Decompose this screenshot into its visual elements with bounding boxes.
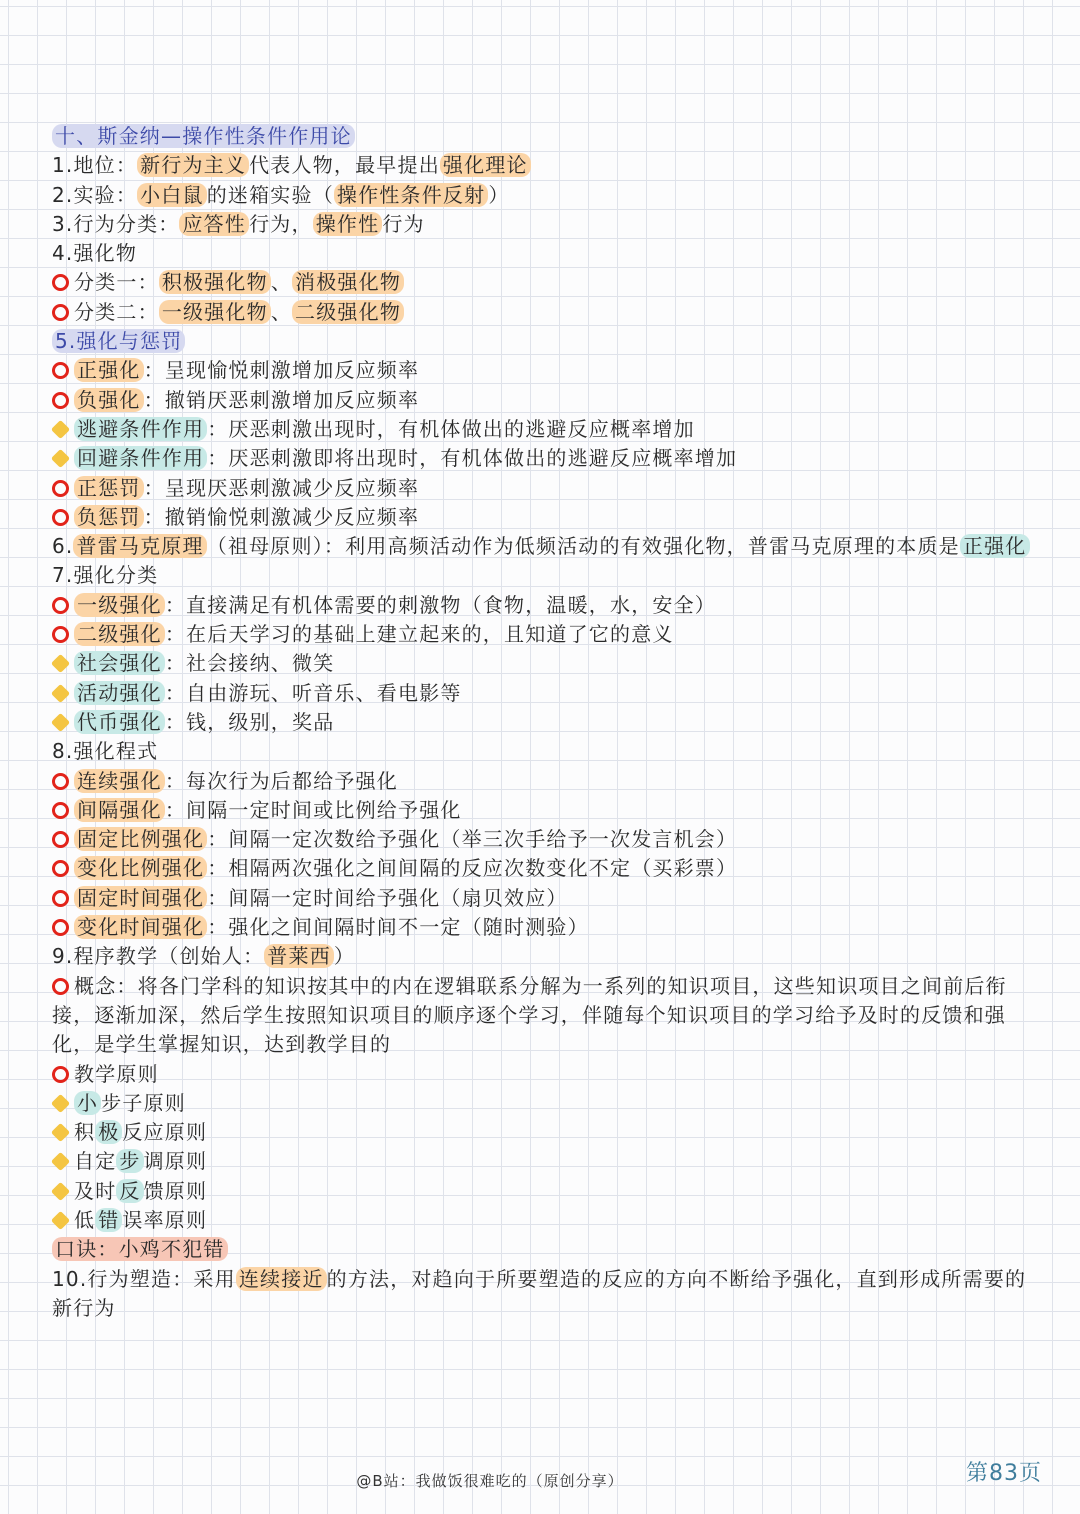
note-line	[52, 796, 1042, 825]
note-text: ：厌恶刺激出现时，有机体做出的逃避反应概率增加	[207, 416, 695, 441]
note-text: 的迷箱实验（	[206, 182, 334, 207]
note-line	[52, 679, 1042, 708]
highlighted-text: 固定比例强化	[74, 827, 207, 851]
highlighted-text: 步	[116, 1149, 143, 1173]
note-line	[52, 268, 1042, 297]
note-line	[52, 503, 1042, 532]
note-line	[52, 474, 1042, 503]
note-line	[52, 151, 1042, 180]
note-text: 低	[74, 1207, 96, 1232]
highlighted-text: 反	[116, 1179, 143, 1203]
note-text: ：在后天学习的基础上建立起来的，且知道了它的意义	[164, 622, 674, 647]
note-line	[52, 1118, 1042, 1147]
notes-content	[52, 122, 1042, 1323]
highlighted-text: 积极强化物	[159, 270, 271, 294]
highlighted-text: 连续强化	[74, 769, 165, 793]
highlighted-text: 社会强化	[74, 651, 165, 675]
highlighted-text: 口诀：小鸡不犯错	[52, 1237, 228, 1261]
highlighted-text: 操作性条件反射	[334, 183, 488, 207]
highlighted-text: 极	[95, 1120, 122, 1144]
note-line	[52, 561, 1042, 590]
note-text: 概念：将各门学科的知识按其中的内在逻辑联系分解为一系列的知识项目，这些知识项目之间前后衔接，逐渐加深，然后学生按照知识项目的顺序逐个学习，伴随每个知识项目的学习给予及时的反馈和强化，是学生掌握知识，达到教学目的	[52, 973, 1007, 1057]
note-text: ：间隔一定时间或比例给予强化	[164, 797, 462, 822]
note-line	[52, 620, 1042, 649]
note-line	[52, 591, 1042, 620]
highlighted-text: 普莱西	[264, 944, 334, 968]
highlighted-text: 错	[95, 1208, 122, 1232]
red-circle-icon	[52, 978, 69, 995]
note-line	[52, 1147, 1042, 1176]
note-text: 3.行为分类：	[52, 211, 180, 236]
highlighted-text: 负强化	[74, 388, 144, 412]
note-line	[52, 1177, 1042, 1206]
highlighted-text: 一级强化	[74, 593, 165, 617]
note-text: ：呈现厌恶刺激减少反应频率	[143, 475, 420, 500]
star-icon	[51, 713, 70, 732]
red-circle-icon	[52, 362, 69, 379]
highlighted-text: 连续接近	[236, 1267, 327, 1291]
note-line	[52, 737, 1042, 766]
highlighted-text: 变化比例强化	[74, 856, 207, 880]
highlighted-text: 新行为主义	[137, 153, 249, 177]
note-line	[52, 327, 1042, 356]
note-text: 分类一：	[74, 270, 159, 295]
note-text: ）	[333, 944, 356, 969]
note-text: 分类二：	[74, 299, 159, 324]
note-line	[52, 708, 1042, 737]
page-number: 第83页	[966, 1461, 1042, 1486]
highlighted-text: 变化时间强化	[74, 915, 207, 939]
note-line	[52, 767, 1042, 796]
star-icon	[51, 684, 70, 703]
highlighted-text: 正惩罚	[74, 476, 144, 500]
note-line	[52, 854, 1042, 883]
note-text: （祖母原则）：利用高频活动作为低频活动的有效强化物，普雷马克原理的本质是	[206, 534, 960, 559]
note-line	[52, 386, 1042, 415]
red-circle-icon	[52, 890, 69, 907]
red-circle-icon	[52, 392, 69, 409]
note-text: ：强化之间间隔时间不一定（随时测验）	[207, 915, 589, 940]
highlighted-text: 小白鼠	[137, 183, 207, 207]
note-line	[52, 122, 1042, 151]
note-line	[52, 532, 1042, 561]
highlighted-text: 回避条件作用	[74, 446, 207, 470]
note-line	[52, 1235, 1042, 1264]
note-line	[52, 181, 1042, 210]
note-text: ：每次行为后都给予强化	[164, 768, 399, 793]
highlighted-text: 消极强化物	[292, 270, 404, 294]
note-line	[52, 415, 1042, 444]
highlighted-text: 二级强化物	[292, 300, 404, 324]
note-text: 、	[270, 299, 293, 324]
red-circle-icon	[52, 773, 69, 790]
note-text: 8.强化程式	[52, 739, 159, 764]
highlighted-text: 5.强化与惩罚	[52, 329, 185, 353]
red-circle-icon	[52, 304, 69, 321]
note-line	[52, 239, 1042, 268]
highlighted-text: 操作性	[313, 212, 383, 236]
note-text: 的方法，对趋向于所要塑造的反应的方向不断给予强化，直到形成所需要的新行为	[52, 1266, 1027, 1320]
note-line	[52, 444, 1042, 473]
note-line	[52, 1265, 1042, 1324]
note-line	[52, 1206, 1042, 1235]
red-circle-icon	[52, 480, 69, 497]
red-circle-icon	[52, 597, 69, 614]
highlighted-text: 二级强化	[74, 622, 165, 646]
note-text: 行为，	[249, 211, 313, 236]
note-text: 、	[270, 270, 293, 295]
red-circle-icon	[52, 860, 69, 877]
note-text: ：相隔两次强化之间间隔的反应次数变化不定（买彩票）	[207, 856, 738, 881]
note-text: ：间隔一定时间给予强化（扇贝效应）	[207, 885, 568, 910]
note-text: ：直接满足有机体需要的刺激物（食物，温暖，水，安全）	[164, 592, 717, 617]
highlighted-text: 应答性	[179, 212, 249, 236]
note-text: 1.地位：	[52, 153, 138, 178]
highlighted-text: 负惩罚	[74, 505, 144, 529]
highlighted-text: 十、斯金纳—操作性条件作用论	[52, 124, 355, 148]
note-line	[52, 825, 1042, 854]
note-line	[52, 210, 1042, 239]
star-icon	[51, 1094, 70, 1113]
note-text: 调原则	[143, 1149, 208, 1174]
red-circle-icon	[52, 1066, 69, 1083]
note-text: 6.	[52, 534, 74, 559]
note-text: ：社会接纳、微笑	[164, 651, 335, 676]
highlighted-text: 小	[74, 1091, 101, 1115]
star-icon	[51, 1182, 70, 1201]
note-text: 馈原则	[143, 1178, 208, 1203]
highlighted-text: 强化理论	[440, 153, 531, 177]
footer-credit: @B站：我做饭很难吃的（原创分享）	[356, 1472, 624, 1490]
note-text: 10.行为塑造：采用	[52, 1266, 236, 1291]
note-text: 反应原则	[122, 1120, 208, 1145]
note-text: 代表人物，最早提出	[249, 153, 440, 178]
note-text: 4.强化物	[52, 241, 138, 266]
note-line	[52, 884, 1042, 913]
red-circle-icon	[52, 831, 69, 848]
note-line	[52, 298, 1042, 327]
highlighted-text: 代币强化	[74, 710, 165, 734]
note-text: 9.程序教学（创始人：	[52, 944, 265, 969]
red-circle-icon	[52, 274, 69, 291]
note-text: 积	[74, 1120, 96, 1145]
note-text: ：厌恶刺激即将出现时，有机体做出的逃避反应概率增加	[207, 446, 738, 471]
note-line	[52, 1060, 1042, 1089]
note-text: 及时	[74, 1178, 117, 1203]
note-text: 误率原则	[122, 1207, 208, 1232]
star-icon	[51, 1152, 70, 1171]
note-line	[52, 913, 1042, 942]
note-text: 自定	[74, 1149, 117, 1174]
highlighted-text: 普雷马克原理	[73, 534, 206, 558]
note-text: 2.实验：	[52, 182, 138, 207]
note-text: ：间隔一定次数给予强化（举三次手给予一次发言机会）	[207, 827, 738, 852]
note-line	[52, 942, 1042, 971]
red-circle-icon	[52, 626, 69, 643]
highlighted-text: 一级强化物	[159, 300, 271, 324]
note-text: 步子原则	[101, 1090, 187, 1115]
star-icon	[51, 654, 70, 673]
highlighted-text: 固定时间强化	[74, 886, 207, 910]
star-icon	[51, 449, 70, 468]
note-line	[52, 356, 1042, 385]
highlighted-text: 活动强化	[74, 681, 165, 705]
highlighted-text: 逃避条件作用	[74, 417, 207, 441]
note-line	[52, 649, 1042, 678]
note-line	[52, 972, 1042, 1060]
note-line	[52, 1089, 1042, 1118]
star-icon	[51, 1123, 70, 1142]
red-circle-icon	[52, 919, 69, 936]
note-text: ：钱，级别，奖品	[164, 709, 335, 734]
note-text: ：呈现愉悦刺激增加反应频率	[143, 358, 420, 383]
note-text: 行为	[382, 211, 425, 236]
highlighted-text: 正强化	[960, 534, 1030, 558]
note-text: 教学原则	[74, 1061, 159, 1086]
note-text: ）	[488, 182, 510, 207]
highlighted-text: 正强化	[74, 358, 144, 382]
note-text: ：撤销厌恶刺激增加反应频率	[143, 387, 420, 412]
note-text: ：撤销愉悦刺激减少反应频率	[143, 504, 420, 529]
note-text: 7.强化分类	[52, 563, 159, 588]
red-circle-icon	[52, 802, 69, 819]
note-text: ：自由游玩、听音乐、看电影等	[164, 680, 462, 705]
star-icon	[51, 1211, 70, 1230]
star-icon	[51, 420, 70, 439]
highlighted-text: 间隔强化	[74, 798, 165, 822]
red-circle-icon	[52, 509, 69, 526]
